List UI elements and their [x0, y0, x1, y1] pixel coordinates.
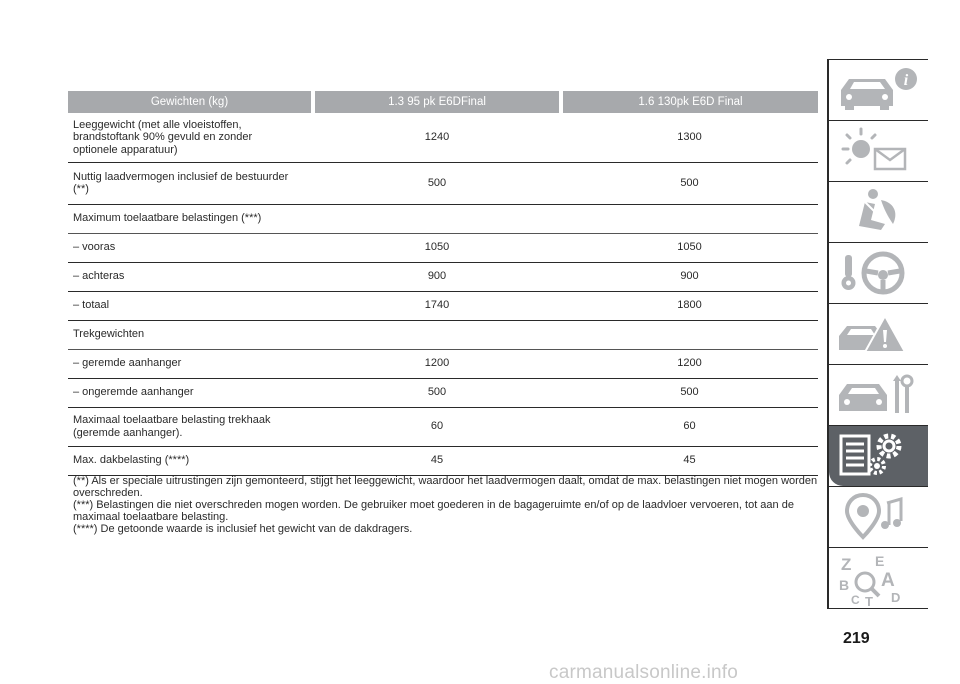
row-value-engine-1: 500 — [313, 162, 561, 204]
row-value-engine-2: 1050 — [561, 233, 818, 262]
table-row — [68, 162, 818, 204]
header-engine-2: 1.6 130pk E6D Final — [561, 91, 818, 113]
row-value-engine-1: 1200 — [313, 349, 561, 378]
row-label: Max. dakbelasting (****) — [68, 446, 313, 475]
table-row — [68, 446, 818, 475]
seat-airbag-icon — [835, 184, 923, 238]
tab-warning-lights[interactable] — [829, 121, 928, 179]
row-label: Trekgewichten — [68, 320, 313, 349]
svg-text:D: D — [891, 590, 901, 605]
table-header-row — [68, 91, 818, 113]
row-value-engine-1: 45 — [313, 446, 561, 475]
svg-text:T: T — [865, 594, 873, 608]
warning-lights-message-icon — [835, 123, 923, 177]
header-engine-1: 1.3 95 pk E6DFinal — [313, 91, 561, 113]
tab-multimedia[interactable] — [829, 487, 928, 545]
row-value-engine-2: 45 — [561, 446, 818, 475]
svg-text:E: E — [875, 553, 885, 569]
row-value-engine-2 — [561, 320, 818, 349]
row-value-engine-1: 1240 — [313, 113, 561, 162]
car-emergency-icon — [835, 306, 923, 360]
row-value-engine-2 — [561, 204, 818, 233]
car-maintenance-icon — [835, 367, 923, 421]
row-label: – geremde aanhanger — [68, 349, 313, 378]
watermark: carmanualsonline.info — [549, 662, 739, 683]
key-steering-wheel-icon — [835, 245, 923, 299]
svg-text:B: B — [839, 577, 850, 593]
multimedia-icon — [835, 489, 923, 543]
page-number: 219 — [843, 630, 870, 647]
row-label: – totaal — [68, 291, 313, 320]
tab-index[interactable] — [829, 548, 928, 606]
row-value-engine-1 — [313, 204, 561, 233]
table-row — [68, 320, 818, 349]
tab-technical-data[interactable] — [829, 426, 928, 486]
table-row — [68, 262, 818, 291]
row-label: Nuttig laadvermogen inclusief de bestuurder (**) — [68, 162, 313, 204]
table-row — [68, 113, 818, 162]
row-value-engine-1 — [313, 320, 561, 349]
row-value-engine-2: 500 — [561, 162, 818, 204]
table-body — [68, 113, 818, 475]
car-info-icon — [835, 62, 923, 116]
svg-text:i: i — [903, 72, 909, 89]
table-row — [68, 378, 818, 407]
table-row — [68, 349, 818, 378]
table-row — [68, 233, 818, 262]
row-value-engine-1: 1050 — [313, 233, 561, 262]
technical-data-gears-icon — [835, 428, 923, 482]
footnote: (**) Als er speciale uitrustingen zijn gemonteerd, stijgt het leeggewicht, waardoor het laadvermogen daalt, omdat de max. belastingen niet mogen worden overschreden. — [73, 475, 818, 499]
tab-starting-driving[interactable] — [829, 243, 928, 301]
table-row — [68, 291, 818, 320]
svg-text:Z: Z — [841, 555, 852, 574]
row-label: Maximum toelaatbare belastingen (***) — [68, 204, 313, 233]
row-value-engine-2: 1300 — [561, 113, 818, 162]
tab-emergency[interactable] — [829, 304, 928, 362]
row-label: Leeggewicht (met alle vloeistoffen, brandstoftank 90% gevuld en zonder optionele apparatuur) — [68, 113, 313, 162]
divider — [827, 608, 928, 609]
row-value-engine-1: 900 — [313, 262, 561, 291]
row-value-engine-2: 1200 — [561, 349, 818, 378]
row-value-engine-2: 500 — [561, 378, 818, 407]
row-label: – achteras — [68, 262, 313, 291]
row-value-engine-1: 1740 — [313, 291, 561, 320]
tab-car-info[interactable] — [829, 60, 928, 118]
row-value-engine-2: 60 — [561, 407, 818, 446]
row-value-engine-2: 1800 — [561, 291, 818, 320]
table-row — [68, 204, 818, 233]
weights-table — [68, 91, 818, 476]
svg-text:A: A — [881, 570, 895, 591]
row-label: Maximaal toelaatbare belasting trekhaak (geremde aanhanger). — [68, 407, 313, 446]
header-weights: Gewichten (kg) — [68, 91, 313, 113]
svg-text:C: C — [851, 593, 860, 607]
alphabetical-index-icon — [835, 550, 923, 608]
footnotes — [73, 475, 821, 535]
footnote: (****) De getoonde waarde is inclusief het gewicht van de dakdragers. — [73, 523, 413, 535]
footnote: (***) Belastingen die niet overschreden mogen worden. De gebruiker moet goederen in de bagageruimte en/of op de laadvloer vervoeren, tot aan de maximaal toelaatbare belasting. — [73, 499, 794, 523]
row-label: – vooras — [68, 233, 313, 262]
row-value-engine-1: 500 — [313, 378, 561, 407]
row-value-engine-2: 900 — [561, 262, 818, 291]
tab-maintenance[interactable] — [829, 365, 928, 423]
row-value-engine-1: 60 — [313, 407, 561, 446]
tab-safety[interactable] — [829, 182, 928, 240]
table-row — [68, 407, 818, 446]
row-label: – ongeremde aanhanger — [68, 378, 313, 407]
